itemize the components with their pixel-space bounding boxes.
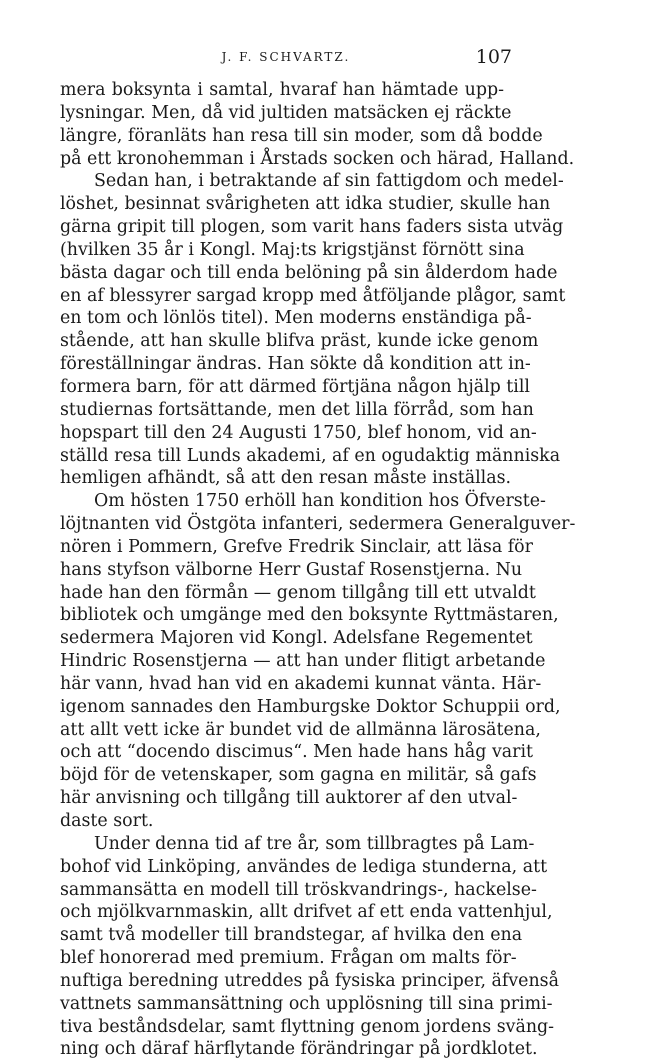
- text-line: formera barn, för att därmed förtjäna någon hjälp till: [60, 376, 530, 397]
- text-line: bästa dagar och till enda belöning på sin ålderdom hade: [60, 262, 558, 283]
- text-line: här anvisning och tillgång till auktorer af den utval-: [60, 788, 518, 809]
- text-line: (hvilken 35 år i Kongl. Maj:ts krigstjänst förnött sina: [60, 239, 525, 260]
- text-line: hopspart till den 24 Augusti 1750, blef honom, vid an-: [60, 422, 537, 443]
- page-header: [60, 46, 512, 70]
- body-text: [60, 79, 576, 1061]
- text-line: föreställningar ändras. Han sökte då kondition att in-: [60, 354, 531, 375]
- text-line: en tom och lönlös titel). Men moderns enständiga på-: [60, 308, 532, 329]
- text-line: ställd resa till Lunds akademi, af en ogudaktig människa: [60, 445, 561, 466]
- paragraph: [60, 79, 575, 170]
- text-line: vattnets sammansättning och upplösning till sina primi-: [60, 993, 553, 1014]
- paragraph: [60, 170, 566, 490]
- paragraph: [60, 490, 576, 833]
- text-line: bibliotek och umgänge med den boksynte Ryttmästaren,: [60, 605, 559, 626]
- text-line: lysningar. Men, då vid jultiden matsäcken ej räckte: [60, 102, 512, 123]
- page-number: 107: [475, 46, 512, 68]
- text-line: hade han den förmån — genom tillgång till ett utvaldt: [60, 582, 536, 603]
- text-line: nuftiga beredning utreddes på fysiska principer, äfvenså: [60, 970, 559, 991]
- text-line: hemligen afhändt, så att den resan måste inställas.: [60, 468, 512, 489]
- paragraph: [60, 833, 559, 1061]
- text-line: på ett kronohemman i Årstads socken och härad, Halland.: [60, 148, 575, 169]
- text-line: sammansätta en modell till tröskvandrings-, hackelse-: [60, 879, 537, 900]
- text-line: en af blessyrer sargad kropp med åtföljande plågor, samt: [60, 285, 566, 306]
- text-line: Hindric Rosenstjerna — att han under flitigt arbetande: [60, 651, 546, 672]
- text-line: mera boksynta i samtal, hvaraf han hämtade upp-: [60, 80, 504, 100]
- text-line: gärna gripit till plogen, som varit hans faders sista utväg: [60, 217, 564, 238]
- text-line: studiernas fortsättande, men det lilla förråd, som han: [60, 399, 534, 420]
- text-line: hans styfson välborne Herr Gustaf Rosenstjerna. Nu: [60, 559, 523, 580]
- text-line: längre, föranläts han resa till sin moder, som då bodde: [60, 125, 543, 146]
- running-head: J. F. SCHVARTZ.: [221, 50, 351, 64]
- text-line: löjtnanten vid Östgöta infanteri, sedermera Generalguver-: [60, 514, 576, 535]
- text-line: sedermera Majoren vid Kongl. Adelsfane Regementet: [60, 628, 533, 649]
- text-line: löshet, besinnat svårigheten att idka studier, skulle han: [60, 194, 551, 215]
- text-line: samt två modeller till brandstegar, af hvilka den ena: [60, 925, 523, 946]
- text-line: och mjölkvarnmaskin, allt drifvet af ett enda vattenhjul,: [60, 902, 553, 923]
- text-line: Sedan han, i betraktande af sin fattigdom och medel-: [94, 171, 564, 192]
- text-line: igenom sannades den Hamburgske Doktor Schuppii ord,: [60, 696, 561, 717]
- text-line: blef honorerad med premium. Frågan om malts för-: [60, 948, 517, 969]
- text-line: och att “docendo discimus“. Men hade hans håg varit: [60, 742, 534, 763]
- text-line: här vann, hvad han vid en akademi kunnat vänta. Här-: [60, 673, 542, 694]
- text-line: böjd för de vetenskaper, som gagna en militär, så gafs: [60, 765, 537, 786]
- text-line: bohof vid Linköping, användes de lediga stunderna, att: [60, 856, 548, 877]
- text-line: Under denna tid af tre år, som tillbragtes på Lam-: [94, 833, 535, 854]
- text-line: tiva beståndsdelar, samt flyttning genom jordens sväng-: [60, 1016, 555, 1037]
- text-line: nören i Pommern, Grefve Fredrik Sinclair, att läsa för: [60, 536, 533, 557]
- text-line: att allt vett icke är bundet vid de allmänna lärosätena,: [60, 719, 541, 740]
- text-line: Om hösten 1750 erhöll han kondition hos Öfverste-: [94, 491, 546, 512]
- text-line: ning och däraf härflytande förändringar på jordklotet.: [60, 1039, 538, 1060]
- text-line: stående, att han skulle blifva präst, kunde icke genom: [60, 331, 539, 352]
- text-line: daste sort.: [60, 811, 154, 831]
